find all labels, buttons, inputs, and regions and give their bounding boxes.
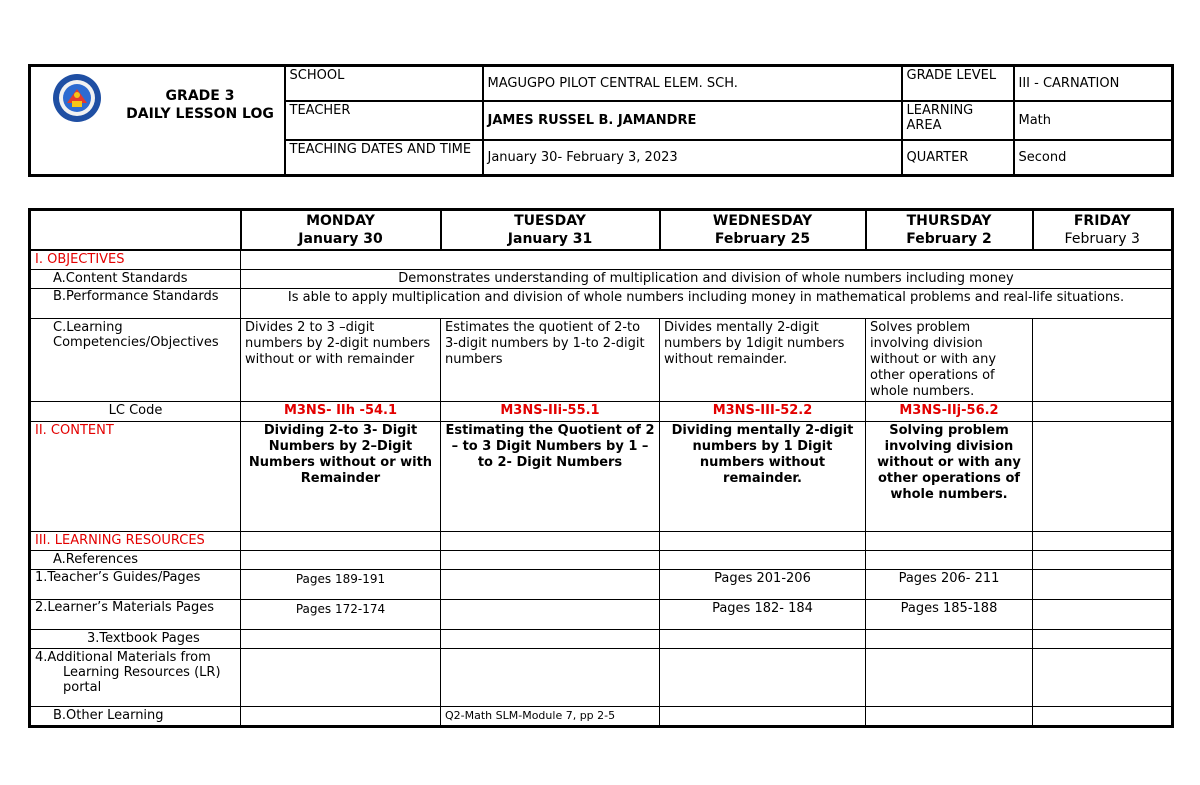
corner-cell [30,210,241,250]
day-name: WEDNESDAY [712,212,813,229]
lc-code [1033,401,1173,421]
empty-cell [866,648,1033,706]
content-standards-label: A.Content Standards [30,269,241,288]
additional-materials-line2: Learning Resources (LR) portal [63,664,221,695]
dates-label: TEACHING DATES AND TIME [285,140,483,176]
day-date: February 25 [714,230,811,247]
competency-cell: Estimates the quotient of 2-to 3-digit numbers by 1-to 2-digit numbers [441,318,660,401]
day-header-tuesday [441,210,660,250]
empty-cell [241,531,441,550]
resources-heading: III. LEARNING RESOURCES [30,531,241,550]
empty-cell [441,629,660,648]
learners-materials-pages [1033,599,1173,629]
empty-cell [1033,550,1173,569]
learners-materials-pages [441,599,660,629]
lc-code: M3NS-III-52.2 [660,401,866,421]
teachers-guide-pages: Pages 189-191 [241,569,441,599]
empty-cell [441,648,660,706]
content-cell: Estimating the Quotient of 2 – to 3 Digit Numbers by 1 – to 2- Digit Numbers [441,421,660,531]
day-name: TUESDAY [514,212,586,229]
teacher-value: JAMES RUSSEL B. JAMANDRE [483,101,902,139]
references-label: A.References [30,550,241,569]
day-header-wednesday [660,210,866,250]
empty-cell [441,531,660,550]
empty-cell [866,531,1033,550]
day-name: THURSDAY [906,212,992,229]
objectives-heading: I. OBJECTIVES [30,250,241,270]
empty-cell [660,629,866,648]
empty-cell [866,550,1033,569]
empty-cell [1033,531,1173,550]
other-learning-cell [1033,706,1173,726]
learners-materials-pages: Pages 172-174 [241,599,441,629]
competency-cell: Divides mentally 2-digit numbers by 1digit numbers without remainder. [660,318,866,401]
grade-level-value: III - CARNATION [1014,66,1173,102]
empty-cell [241,648,441,706]
content-cell [1033,421,1173,531]
day-name: FRIDAY [1073,212,1131,229]
lc-code-label: LC Code [30,401,241,421]
additional-materials-label [30,648,241,706]
content-cell: Dividing mentally 2-digit numbers by 1 Digit numbers without remainder. [660,421,866,531]
title-grade: GRADE 3 [165,88,235,104]
objectives-blank [241,250,1173,270]
learners-materials-pages: Pages 185-188 [866,599,1033,629]
day-date: February 3 [1064,230,1140,247]
day-header-monday [241,210,441,250]
empty-cell [241,629,441,648]
empty-cell [241,550,441,569]
performance-standards-label: B.Performance Standards [30,288,241,318]
day-name: MONDAY [306,212,375,229]
lesson-log-table [28,208,1174,728]
content-standards-text: Demonstrates understanding of multiplication and division of whole numbers including money [241,269,1173,288]
teachers-guide-pages [441,569,660,599]
day-date: February 2 [906,230,992,247]
empty-cell [660,531,866,550]
learners-materials-label: 2.Learner’s Materials Pages [30,599,241,629]
other-learning-cell: Q2-Math SLM-Module 7, pp 2-5 [441,706,660,726]
learning-area-value: Math [1014,101,1173,139]
title-log: DAILY LESSON LOG [126,106,274,122]
day-date: January 30 [298,230,383,247]
day-header-thursday [866,210,1033,250]
grade-level-label: GRADE LEVEL [902,66,1014,102]
teachers-guide-pages [1033,569,1173,599]
logo-title-cell [30,66,285,176]
dates-value: January 30- February 3, 2023 [483,140,902,176]
other-learning-cell [866,706,1033,726]
deped-seal-icon [52,73,102,123]
teachers-guide-pages: Pages 206- 211 [866,569,1033,599]
content-cell: Solving problem involving division without or with any other operations of whole numbers. [866,421,1033,531]
empty-cell [441,550,660,569]
empty-cell [1033,629,1173,648]
competencies-label: C.Learning Competencies/Objectives [30,318,241,401]
teacher-label: TEACHER [285,101,483,139]
lc-code: M3NS-IIj-56.2 [866,401,1033,421]
learners-materials-pages: Pages 182- 184 [660,599,866,629]
empty-cell [866,629,1033,648]
lc-code: M3NS- IIh -54.1 [241,401,441,421]
competency-cell: Divides 2 to 3 –digit numbers by 2-digit numbers without or with remainder [241,318,441,401]
learning-area-label: LEARNING AREA [902,101,1014,139]
textbook-pages-label: 3.Textbook Pages [30,629,241,648]
content-cell: Dividing 2-to 3- Digit Numbers by 2–Digit Numbers without or with Remainder [241,421,441,531]
content-heading: II. CONTENT [30,421,241,531]
performance-standards-text: Is able to apply multiplication and division of whole numbers including money in mathematical problems and real-life situations. [241,288,1173,318]
teachers-guide-label: 1.Teacher’s Guides/Pages [30,569,241,599]
empty-cell [660,648,866,706]
competency-cell: Solves problem involving division without or with any other operations of whole numbers. [866,318,1033,401]
school-label: SCHOOL [285,66,483,102]
additional-materials-line1: 4.Additional Materials from [35,649,211,665]
competency-cell [1033,318,1173,401]
lc-code: M3NS-IIi-55.1 [441,401,660,421]
empty-cell [660,550,866,569]
empty-cell [1033,648,1173,706]
school-value: MAGUGPO PILOT CENTRAL ELEM. SCH. [483,66,902,102]
lesson-log-title [115,87,285,123]
other-learning-cell [241,706,441,726]
other-learning-cell [660,706,866,726]
teachers-guide-pages: Pages 201-206 [660,569,866,599]
other-learning-label: B.Other Learning [30,706,241,726]
day-date: January 31 [507,230,593,247]
day-header-friday [1033,210,1173,250]
header-table [28,64,1174,177]
quarter-value: Second [1014,140,1173,176]
quarter-label: QUARTER [902,140,1014,176]
